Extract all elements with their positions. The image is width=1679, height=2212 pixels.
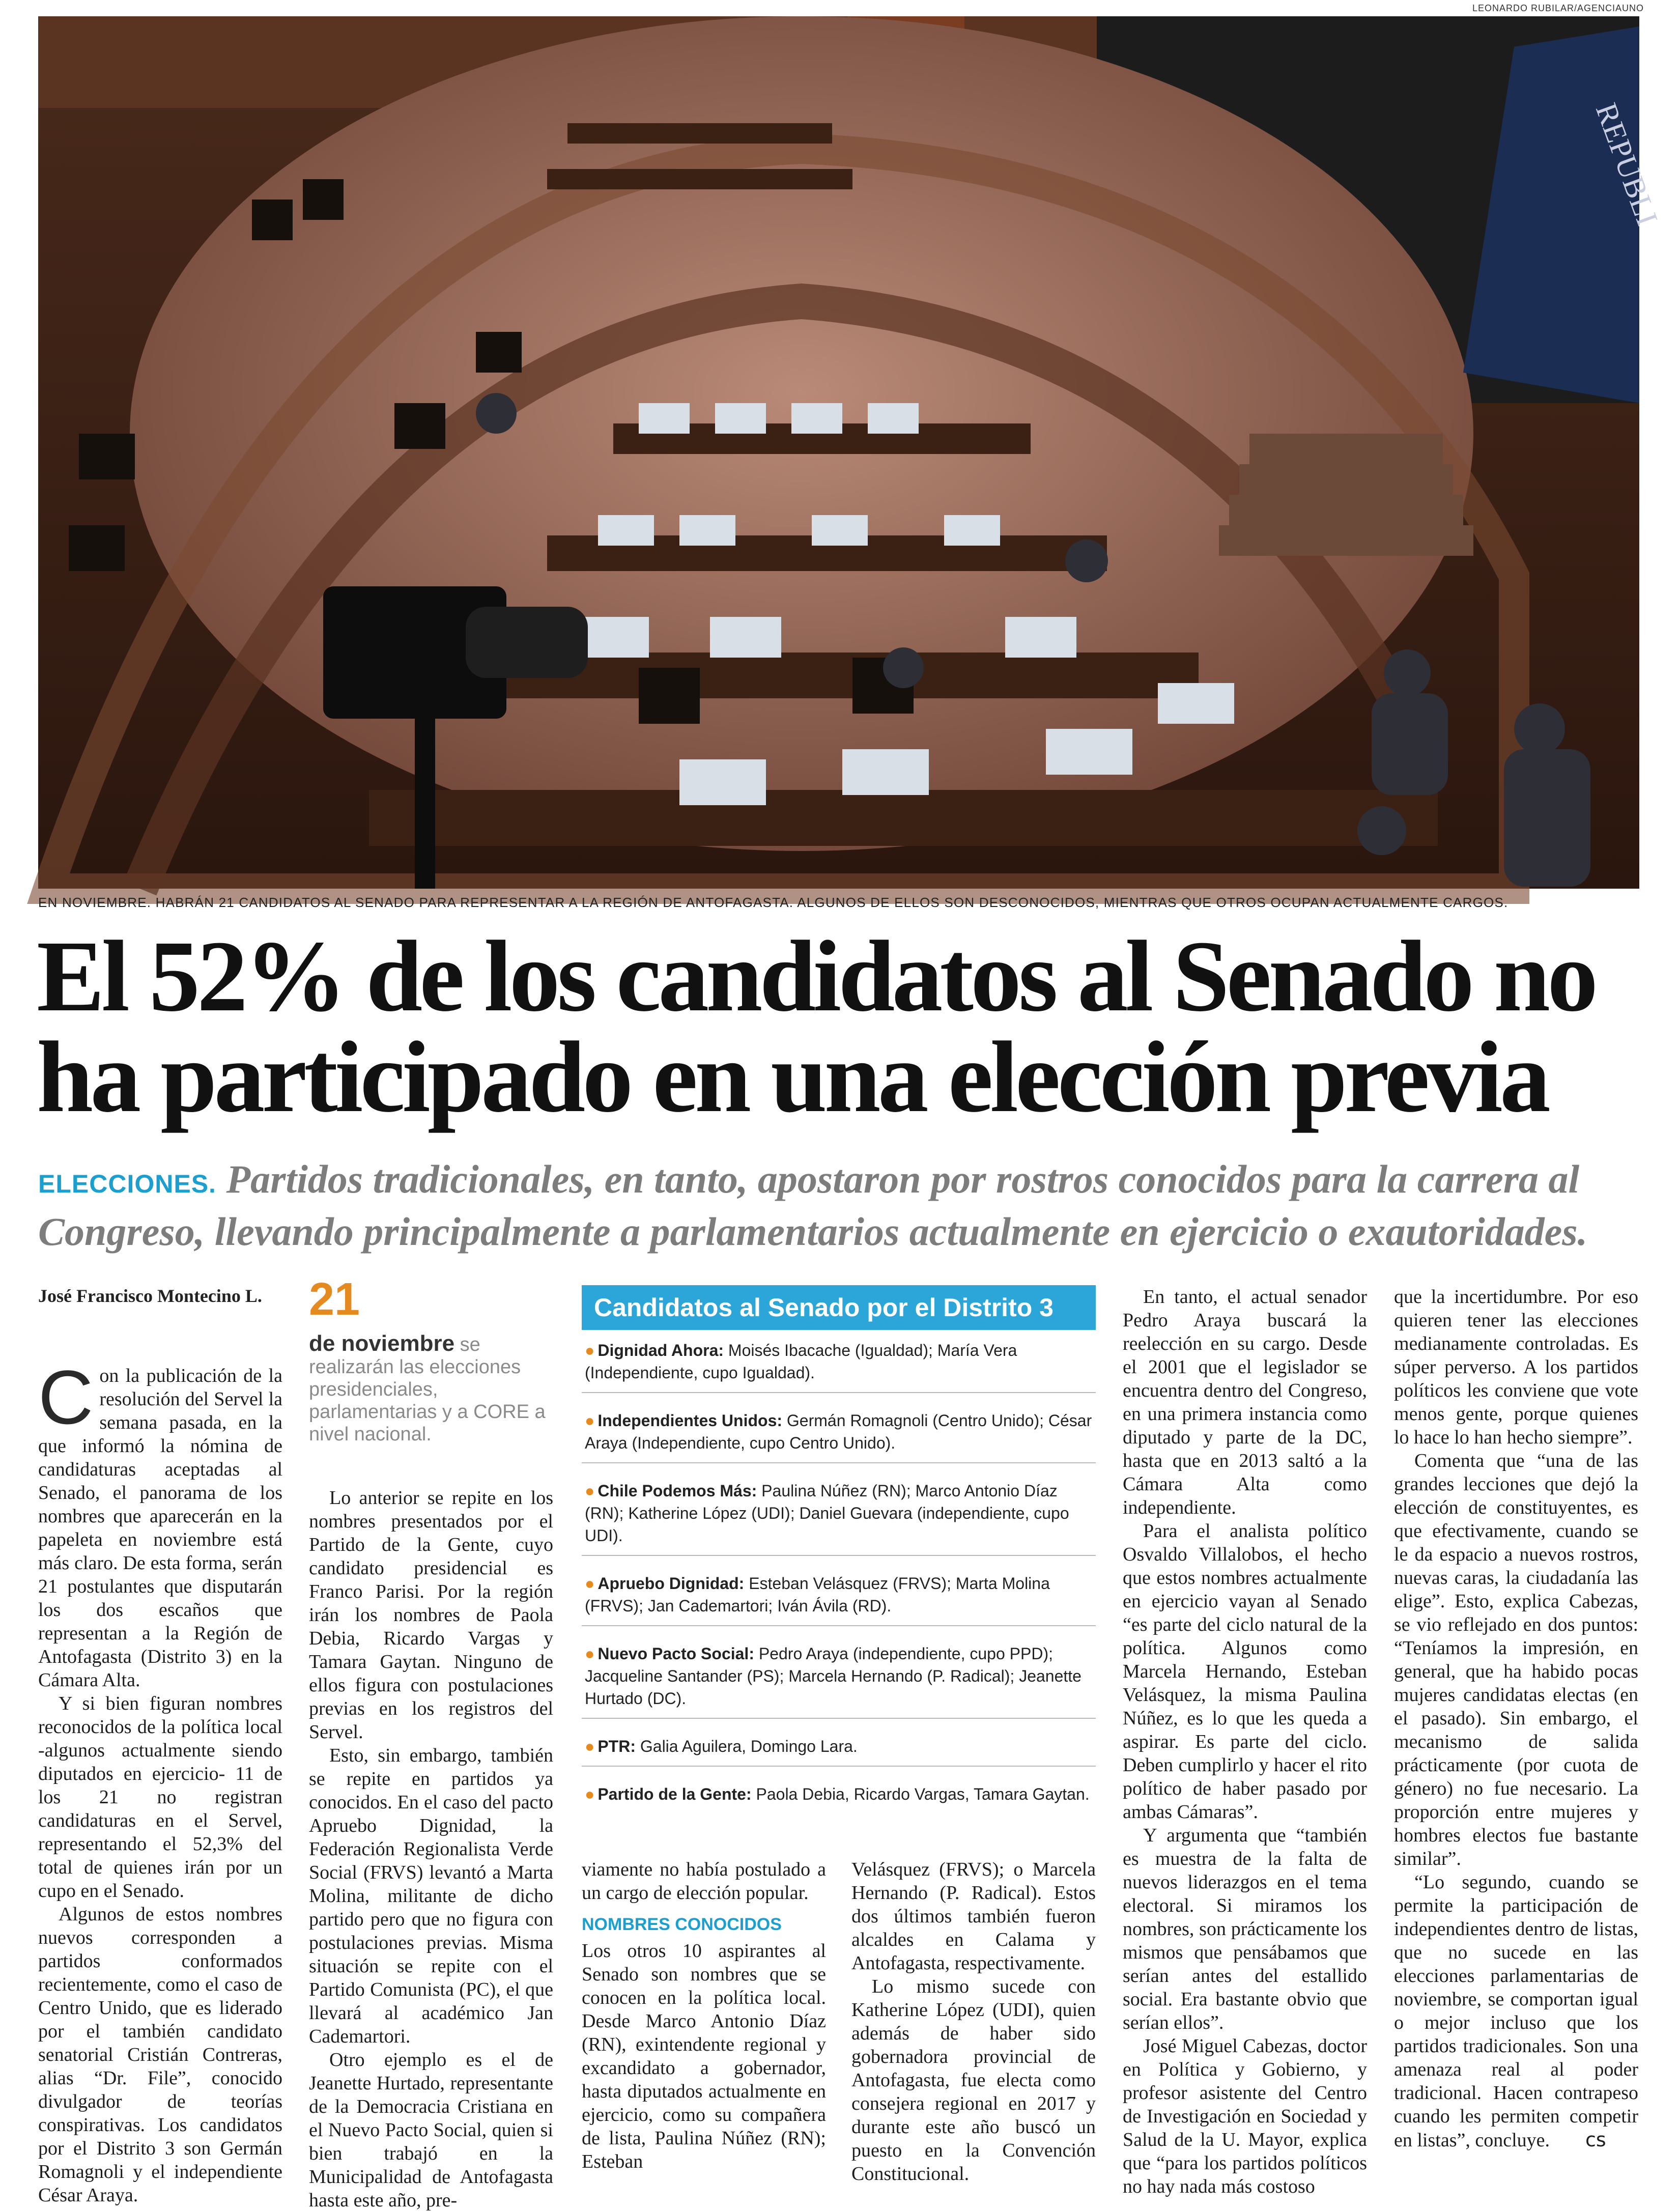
bullet-icon: ● [585, 1341, 595, 1359]
callout-text [309, 1332, 548, 1445]
end-mark-icon: cs [1585, 2129, 1606, 2151]
senate-chamber-photo [38, 16, 1665, 889]
callout-number: 21 [309, 1274, 360, 1325]
bullet-icon: ● [585, 1482, 595, 1500]
candidates-box [582, 1336, 1096, 1827]
paragraph: Lo mismo sucede con Katherine López (UDI), quien además de haber sido gobernadora provincial de Antofagasta, fue electa como consejera regional en 2017 y durante este año buscó un puesto en la Convención Constitucional. [851, 1976, 1096, 2185]
paragraph: Velásquez (FRVS); o Marcela Hernando (P. Radical). Estos dos últimos también fueron alcaldes en Calama y Antofagasta, respectivamente. [851, 1859, 1096, 1974]
candidate-entry: ● Partido de la Gente: Paola Debia, Ricardo Vargas, Tamara Gaytan. [585, 1785, 1090, 1803]
column-4 [851, 1858, 1096, 2186]
photo-credit: LEONARDO RUBILAR/AGENCIAUNO [1472, 3, 1644, 13]
bullet-icon: ● [585, 1411, 595, 1430]
callout-bold: de noviembre [309, 1331, 455, 1356]
column-6 [1394, 1285, 1638, 2152]
paragraph: En tanto, el actual senador Pedro Araya buscará la reelección en su cargo. Desde el 2001 que el legislador se encuentra dentro del Congreso, en una primera instancia como diputado y parte de la DC, hasta que en 2013 saltó a la Cámara Alta como independiente. [1123, 1286, 1367, 1518]
paragraph: Esto, sin embargo, también se repite en partidos ya conocidos. En el caso del pacto Apruebo Dignidad, la Federación Regionalista Verde Social (FRVS) levantó a Marta Molina, militante de dicho partido pero que no figura con postulaciones previas. Misma situación se repite con el Partido Comunista (PC), el que llevará al académico Jan Cademartori. [309, 1745, 553, 2047]
column-5 [1123, 1285, 1367, 2198]
headline-line-2: ha participado en una elección previa [37, 1021, 1548, 1133]
candidates-box-title: Candidatos al Senado por el Distrito 3 [594, 1293, 1054, 1322]
paragraph: Con la publicación de la resolución del Servel la semana pasada, en la que informó la nómina de candidaturas aceptadas al Senado, el panorama de los nombres que aparecerán en la papeleta en noviembre está más claro. De esta forma, serán 21 postulantes que disputarán los dos escaños que representan a la Región de Antofagasta (Distrito 3) en la Cámara Alta. [38, 1354, 282, 1691]
subhead: NOMBRES CONOCIDOS [582, 1915, 782, 1934]
paragraph: que la incertidumbre. Por eso quieren tener las elecciones medianamente controladas. Es súper perverso. A los partidos políticos les conviene que vote menos gente, porque quienes lo hace lo han hecho siempre”. [1394, 1286, 1638, 1448]
paragraph: viamente no había postulado a un cargo de elección popular. [582, 1859, 826, 1904]
paragraph: Para el analista político Osvaldo Villalobos, el hecho que estos nombres actualmente en ejercicio vayan al Senado “es parte del ciclo natural de la política. Algunos como Marcela Hernando, Esteban Velásquez, la misma Paulina Núñez, es lo que les queda a aspirar. Es parte del ciclo. Deben cumplirlo y hacer el rito político de haber pasado por ambas Cámaras”. [1123, 1520, 1367, 1823]
candidate-entry: ● Nuevo Pacto Social: Pedro Araya (independiente, cupo PPD); Jacqueline Santander (PS); Marcela Hernando (P. Radical); Jeanette Hurtado (DC). [582, 1639, 1096, 1719]
bullet-icon: ● [585, 1785, 595, 1803]
candidate-entry: ● Dignidad Ahora: Moisés Ibacache (Igualdad); María Vera (Independiente, cupo Igualdad). [582, 1336, 1096, 1393]
headline-line-1: El 52% de los candidatos al Senado no [37, 920, 1596, 1033]
bullet-icon: ● [585, 1737, 595, 1755]
paragraph: Lo anterior se repite en los nombres presentados por el Partido de la Gente, cuyo candidato presidencial es Franco Parisi. Por la región irán los nombres de Paola Debia, Ricardo Vargas y Tamara Gaytan. Ninguno de ellos figura con postulaciones previas en los registros del Servel. [309, 1487, 553, 1743]
deck-text: Partidos tradicionales, en tanto, apostaron por rostros conocidos para la carrera al Congreso, llevando principalmente a parlamentarios actualmente en ejercicio o exautoridades. [38, 1157, 1588, 1254]
candidate-entry: ● Chile Podemos Más: Paulina Núñez (RN); Marco Antonio Díaz (RN); Katherine López (UDI); Daniel Guevara (independiente, cupo UDI). [582, 1477, 1096, 1556]
paragraph: Los otros 10 aspirantes al Senado son nombres que se conocen en la política local. Desde Marco Antonio Díaz (RN), exintendente regional y excandidato a gobernador, hasta diputados actualmente en ejercicio, como su compañera de lista, Paulina Núñez (RN); Esteban [582, 1940, 826, 2172]
candidate-entry: ● PTR: Galia Aguilera, Domingo Lara. [582, 1732, 1096, 1767]
paragraph: Y argumenta que “también es muestra de la falta de nuevos liderazgos en el tema electoral. Si miramos los nombres, son prácticamente los mismos que pensábamos que serían antes del estallido social. Era bastante obvio que serían ellos”. [1123, 1825, 1367, 2033]
paragraph: Otro ejemplo es el de Jeanette Hurtado, representante de la Democracia Cristiana en el Nuevo Pacto Social, quien si bien trabajó en la Municipalidad de Antofagasta hasta este año, pre- [309, 2049, 553, 2211]
flag-text: REPUBLI [1589, 98, 1665, 230]
byline: José Francisco Montecino L. [38, 1286, 262, 1306]
presiding-staircase [1219, 434, 1473, 556]
callout-rest: se realizarán las elecciones presidenciales, parlamentarias y a CORE a nivel nacional. [309, 1334, 546, 1445]
column-3 [582, 1858, 826, 2173]
paragraph: Y si bien figuran nombres reconocidos de la política local -algunos actualmente siendo diputados en ejercicio- 11 de los 21 no registran candidaturas en el Servel, representando el 52,3% del total de quienes irán por un cupo en el Senado. [38, 1693, 282, 1902]
bullet-icon: ● [585, 1644, 595, 1663]
senate-chamber-illustration [38, 16, 1665, 889]
section-kicker: ELECCIONES. [38, 1170, 216, 1198]
paragraph: Comenta que “una de las grandes lecciones que dejó la elección de constituyentes, es que efectivamente, cuando se le da espacio a nuevos rostros, nuevas caras, la ciudadanía las elige”. Esto, explica Cabezas, se vio reflejado en dos puntos: “Teníamos la impresión, en general, que ha habido pocas mujeres candidatas electas (en el pasado). Sin embargo, el mecanismo de salida prácticamente (por cuota de género) no fue necesario. La proporción entre mujeres y hombres electos fue bastante similar”. [1394, 1450, 1638, 1869]
candidate-entry: ● Independientes Unidos: Germán Romagnoli (Centro Unido); César Araya (Independiente, cupo Centro Unido). [582, 1406, 1096, 1463]
paragraph: Algunos de estos nombres nuevos corresponden a partidos conformados recientemente, como el caso de Centro Unido, que es liderado por el también candidato senatorial Cristián Contreras, alias “Dr. File”, conocido divulgador de teorías conspirativas. Los candidatos por el Distrito 3 son Germán Romagnoli y el independiente César Araya. [38, 1904, 282, 2206]
drop-cap: C [38, 1354, 94, 1440]
column-2 [309, 1486, 553, 2212]
candidate-entry: ● Apruebo Dignidad: Esteban Velásquez (FRVS); Marta Molina (FRVS); Jan Cademartori; Iván Ávila (RD). [582, 1569, 1096, 1626]
paragraph: “Lo segundo, cuando se permite la participación de independientes dentro de listas, que no sucede en las elecciones parlamentarias de noviembre, se comportan igual o mejor incluso que los partidos tradicionales. Son una amenaza real al poder tradicional. Hacen contrapeso cuando les permiten competir en listas”, concluye. cs [1394, 1871, 1638, 2151]
deck [38, 1155, 1657, 1256]
headline [37, 920, 1645, 1133]
bullet-icon: ● [585, 1574, 595, 1593]
photo-caption: EN NOVIEMBRE. HABRÁN 21 CANDIDATOS AL SENADO PARA REPRESENTAR A LA REGIÓN DE ANTOFAGASTA. ALGUNOS DE ELLOS SON DESCONOCIDOS, MIENTRAS QUE OTROS OCUPAN ACTUALMENTE CARGOS. [38, 895, 1509, 910]
paragraph: José Miguel Cabezas, doctor en Política y Gobierno, y profesor asistente del Centro de Investigación en Sociedad y Salud de la U. Mayor, explica que “para los partidos políticos no hay nada más costoso [1123, 2035, 1367, 2197]
column-1 [38, 1354, 282, 2207]
